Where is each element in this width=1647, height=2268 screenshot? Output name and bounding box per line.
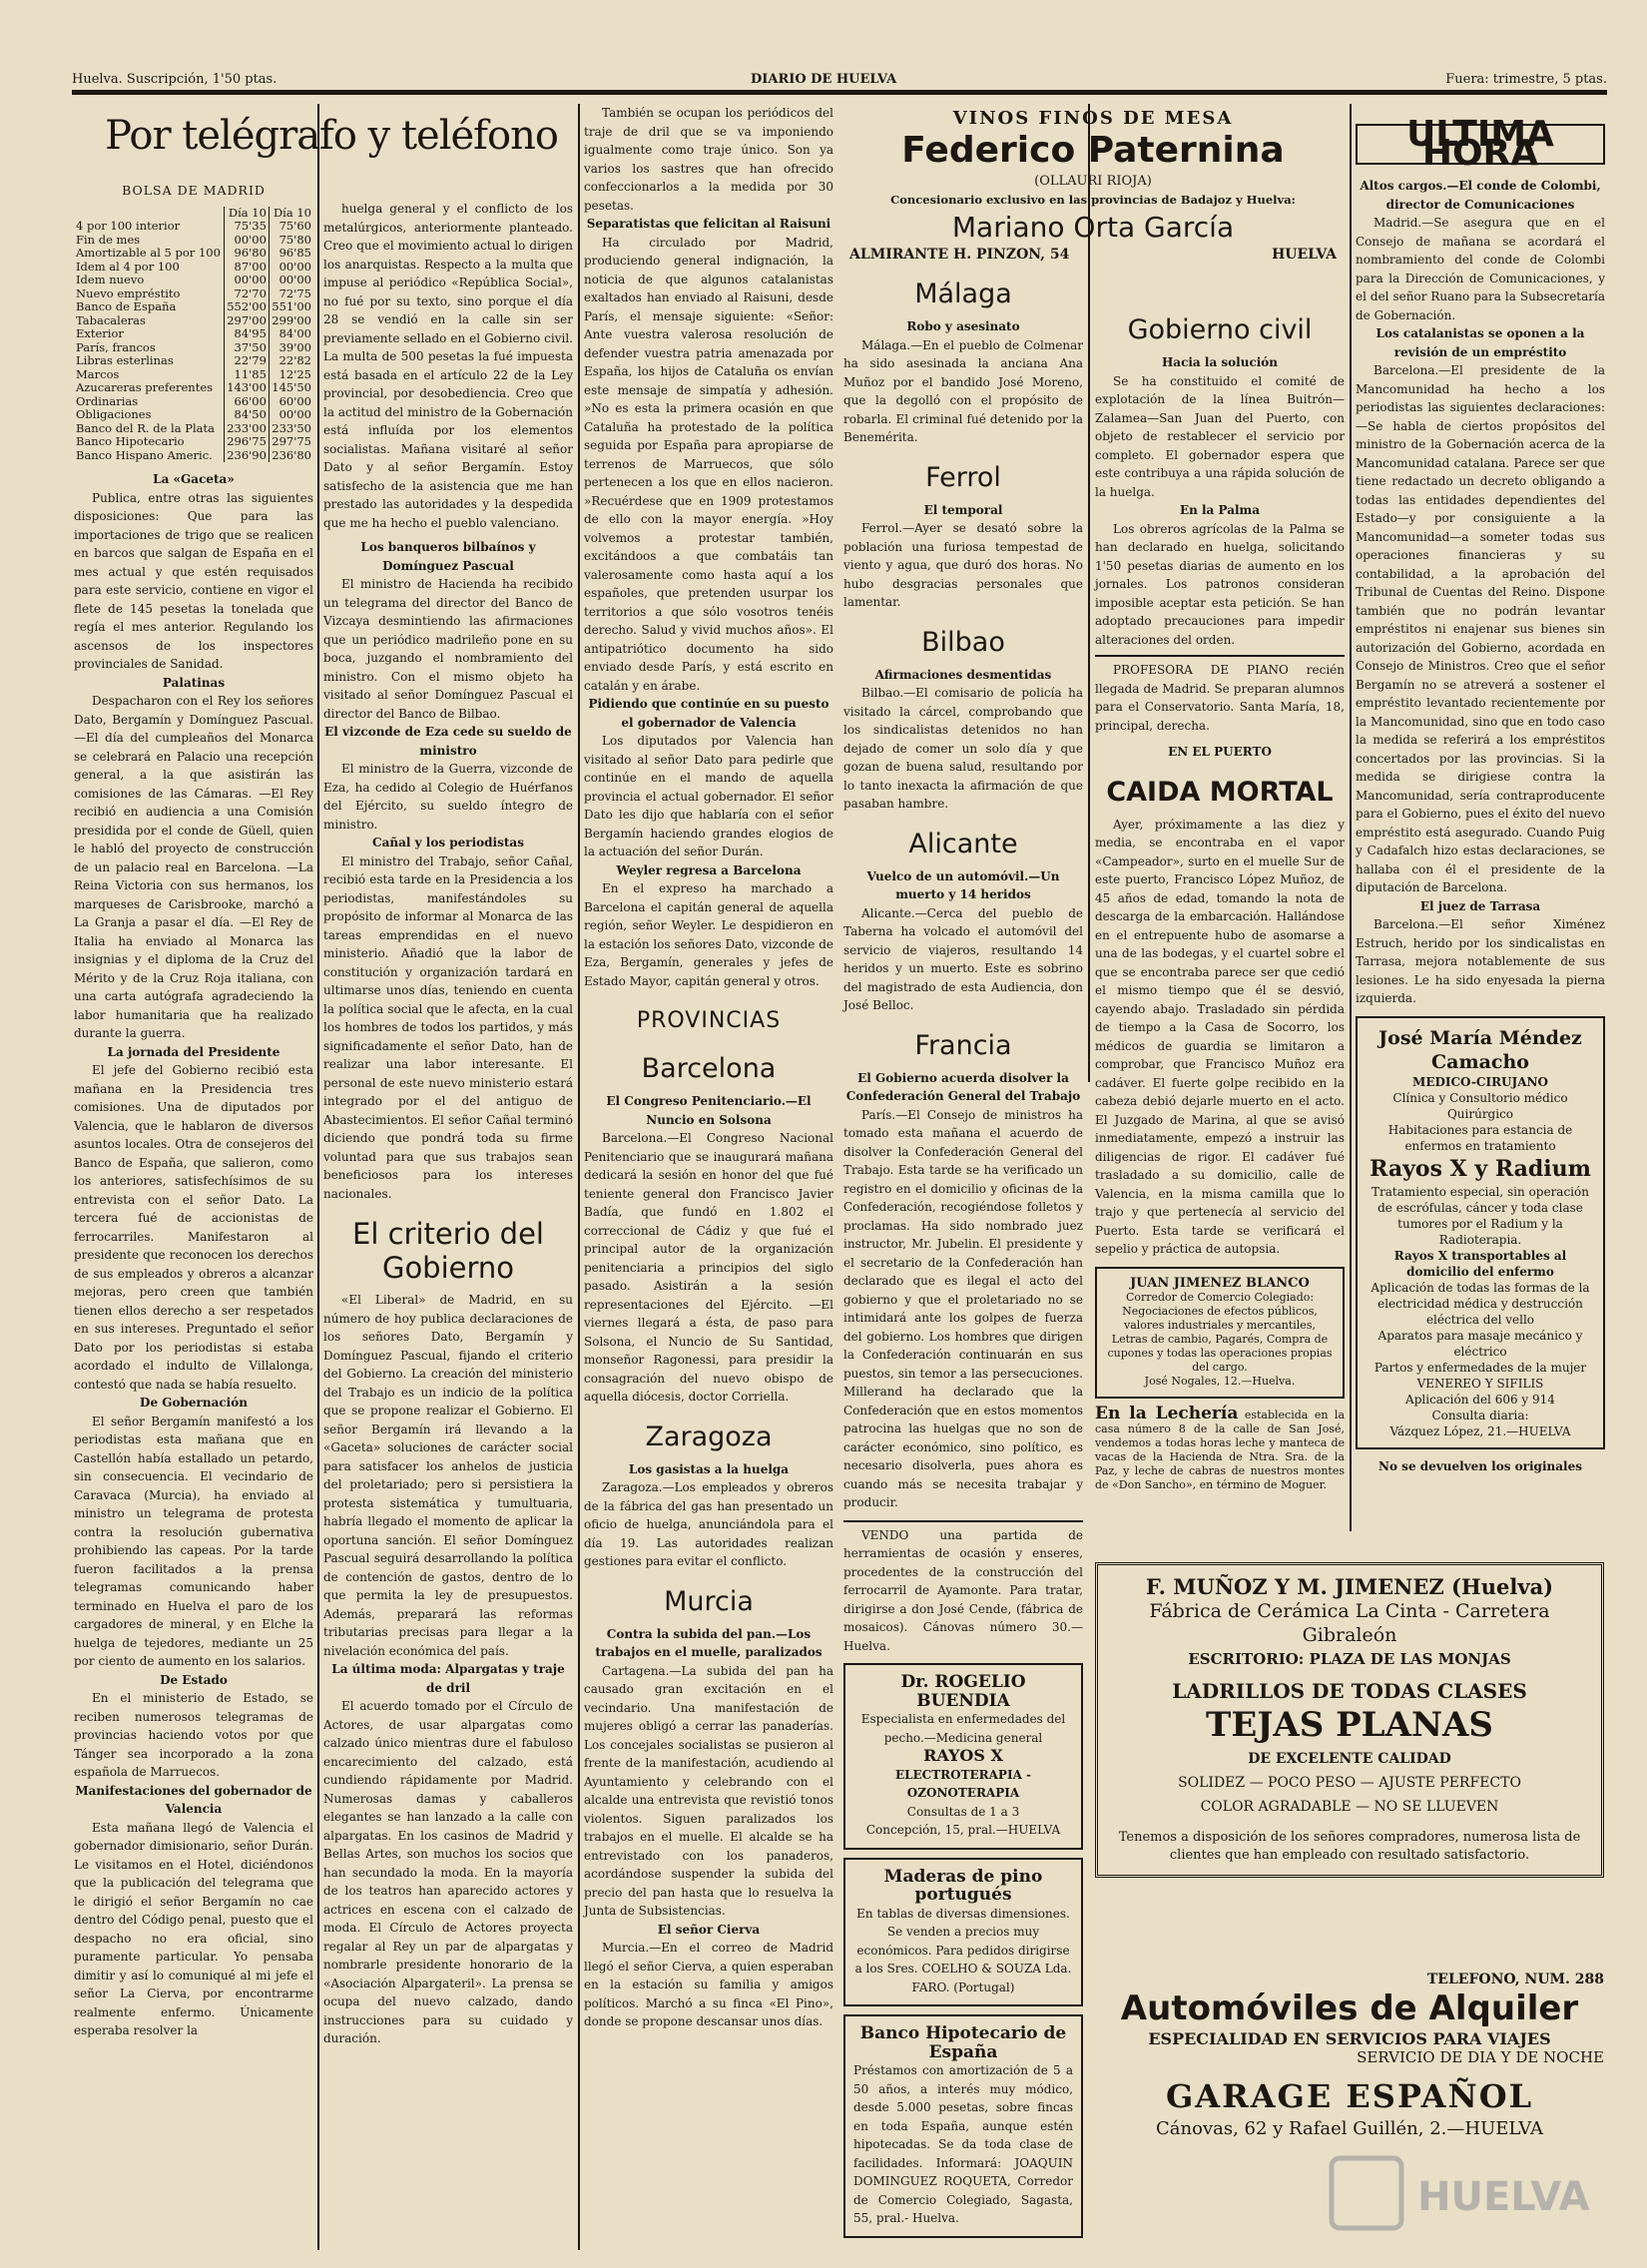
stock-row: Nuevo empréstito 72'70 72'75	[76, 285, 311, 300]
article-text: El acuerdo tomado por el Círculo de Actores, de usar alpargatas como calzado único mientras dure el fabuloso encarecimiento del calzado, está cundiendo rápidamente por Madrid. Numerosas damas y caballeros elegantes se han lanzado a la calle con alpargatas. En los casinos de Madrid y Bellas Artes, son muchos los socios que han secundado la moda. En la mayoría de los teatros han aparecido actores y actrices en escena con el calzado de moda. El Círculo de Actores proyecta regalar al Rey un par de alpargatas y nombrarle presidente honorario de la «Asociación Alpargateril». La prensa se ocupa del nuevo calzado, dando instrucciones para su cuidado y duración.	[323, 1699, 573, 2045]
stock-row: Tabacaleras 297'00 299'00	[76, 312, 311, 327]
column-divider	[317, 104, 319, 2250]
article-heading: Los gasistas a la huelga	[628, 1461, 790, 1476]
library-watermark-icon	[1328, 2148, 1590, 2238]
article-heading: Afirmaciones desmentidas	[874, 667, 1052, 682]
article-title: CAIDA MORTAL	[1106, 776, 1334, 808]
article-text: Madrid.—Se asegura que en el Consejo de mañana se acordará el nombramiento del conde de Colombi para la Dirección de Comunicaciones, y el del señor Ruano para la Subsecretaría de Gobernación.	[1356, 216, 1605, 322]
article-text: Málaga.—En el pueblo de Colmenar ha sido asesinada la anciana Ana Muñoz por el bandido José Moreno, que la degolló con el propósito de robarla. El criminal fué detenido por la Benemérita.	[843, 337, 1083, 444]
city-heading: Francia	[914, 1029, 1012, 1061]
article-heading: De Estado	[160, 1672, 228, 1687]
article-text: Cartagena.—La subida del pan ha causado gran excitación en el vecindario. Una manifestación de mujeres obligó a cerrar las panaderías. Los concejales socialistas se pusieron al frente de la manifestación, acudiendo al Ayuntamiento y celebrando con el alcalde una entrevista que revistió tonos violentos. Siguen paralizados los trabajos en el muelle. El alcalde se ha entrevistado con los panaderos, acordándose suspender la subida del precio del pan hasta que lo resuelva la Junta de Subsistencias.	[584, 1663, 833, 1918]
stock-row: Banco Hispano Americ. 236'90 236'80	[76, 447, 311, 462]
section-title: Gobierno civil	[1127, 314, 1313, 345]
article-heading: Cañal y los periodistas	[372, 836, 524, 850]
article-heading: El Congreso Penitenciario.—El Nuncio en Solsona	[606, 1094, 812, 1127]
article-heading: Weyler regresa a Barcelona	[616, 862, 802, 877]
column-3	[584, 104, 833, 2250]
article-heading: Separatistas que felicitan al Raisuni	[586, 217, 831, 231]
piano-teacher-ad: PROFESORA DE PIANO recién llegada de Madrid. Se preparan alumnos para el Conservatorio. Santa María, 18, principal, derecha.	[1095, 655, 1345, 735]
agent-name: Mariano Orta García	[951, 210, 1235, 244]
article-text: El jefe del Gobierno recibió esta mañana en la Presidencia tres comisiones. Una de diputados por Valencia, que le hablaron de diversos asuntos locales. Otra de consejeros del Banco de España, que salieron, como los anteriores, satisfechísimos de su entrevista con el señor Dato. La tercera fué de accionistas de ferrocarriles. Manifestaron al presidente que reconocen los derechos de sus empleados y obreros a alcanzar mejoras, pero creen que también tienen ellos derecho a ser respetados en sus intereses. Preguntado el señor Dato por los periodistas si estaba acordado el indulto de Villalonga, contestó que nada se había resuelto.	[74, 1063, 313, 1392]
stock-row: Idem al 4 por 100 87'00 00'00	[76, 259, 311, 274]
article-heading: Los banqueros bilbaínos y Domínguez Pascual	[360, 540, 536, 573]
stock-row: Libras esterlinas 22'79 22'82	[76, 353, 311, 367]
article-heading: Los catalanistas se oponen a la revisión de un empréstito	[1375, 326, 1585, 359]
city-heading: Zaragoza	[645, 1420, 773, 1452]
dairy-advertisement: En la Lechería establecida en la casa número 8 de la calle de San José, vendemos a todas horas leche y manteca de vacas de la Hacienda de Ntra. Sra. de la Paz, y leche de cabras de nuestros montes de «Don Sancho», en término de Moguer.	[1095, 1403, 1345, 1491]
article-heading: El señor Cierva	[657, 1922, 761, 1937]
stock-row: Exterior 84'95 84'00	[76, 326, 311, 340]
article-text: huelga general y el conflicto de los metalúrgicos, anteriormente planteado. Creo que el movimiento actual lo dirigen los anarquistas. Respecto a la multa que impuse al periódico «República Social», no fué por su texto, sino porque el día 28 se vendió en la calle sin ser previamente sellado en el Gobierno civil. La multa de 500 pesetas la fué impuesta está basada en el artículo 22 de la Ley provincial, por desobediencia. Creo que la actitud del ministro de la Gobernación está influída por los elementos socialistas. Mañana visitaré al señor Dato y al señor Bergamín. Estoy satisfecho de la asistencia que me han prestado las autoridades y la despedida que me ha hecho el pueblo valenciano.	[323, 202, 573, 530]
article-heading: La «Gaceta»	[153, 472, 235, 486]
article-text: Despacharon con el Rey los señores Dato, Bergamín y Domínguez Pascual. —El día del cumpleaños del Monarca se celebrará en Palacio una recepción general, a la que asistirán las comisiones de las Cámaras. —El Rey recibió en audiencia a una Comisión presidida por el conde de Güell, quien le habló del proyecto de construcción de un palacio real en Barcelona. —La Reina Victoria con sus hermanos, los marqueses de Carisbrooke, marchó a La Granja a pasar el día. —El Rey de Italia ha enviado al Monarca las insignias y el diploma de la Cruz del Mérito y de la Cruz Roja italiana, con una carta autógrafa agradeciendo la labor humanitaria que ha realizado durante la guerra.	[74, 694, 313, 1040]
stock-row: Marcos 11'85 12'25	[76, 366, 311, 381]
article-heading: Robo y asesinato	[906, 319, 1020, 333]
article-heading: EN EL PUERTO	[1168, 745, 1272, 759]
newspaper-name: DIARIO DE HUELVA	[751, 72, 897, 87]
stock-row: Azucareras preferentes 143'00 145'50	[76, 380, 311, 394]
city-heading: Murcia	[664, 1585, 754, 1617]
city-heading: Alicante	[908, 828, 1018, 859]
city-heading: Bilbao	[921, 626, 1005, 658]
library-watermark	[1328, 2148, 1590, 2238]
article-text: Los obreros agrícolas de la Palma se han declarado en huelga, solicitando 1'50 pesetas diarias de aumento en los jornales. Los patronos consideran imposible aceptar esta petición. Se han adoptado precauciones para impedir alteraciones del orden.	[1095, 521, 1345, 647]
article-text: Bilbao.—El comisario de policía ha visitado la cárcel, comprobando que los sindicalistas detenidos no han dejado de comer un solo día y que gozan de buena salud, resultando por lo tanto inexacta la afirmación de que pasaban hambre.	[843, 686, 1083, 811]
article-heading: El juez de Tarrasa	[1419, 898, 1541, 913]
bank-advertisement: Banco Hipotecario de España Préstamos con amortización de 5 a 50 años, a interés muy módico, desde 5.000 pesetas, sobre fincas en toda España, aunque estén hipotecadas. Se da toda clase de facilidades. Informará: JOAQUIN DOMINGUEZ ROQUETA, Corredor de Comercio Colegiado, Sagasta, 55, pral.- Huelva.	[843, 2014, 1083, 2238]
article-text: Publica, entre otras las siguientes disposiciones: Que para las importaciones de trigo que se realicen en barcos que salgan de España en el mes actual y que estén requisados para este servicio, contiene en vigor el flete de 145 pesetas la tonelada que regía el mes anterior. Regulando los ascensos de los inspectores provinciales de Sanidad.	[74, 490, 313, 671]
garage-advertisement: TELEFONO, NUM. 288 Automóviles de Alquiler ESPECIALIDAD EN SERVICIOS PARA VIAJES SERVICIO DE DIA Y DE NOCHE GARAGE ESPAÑOL Cánovas, 62 y Rafael Guillén, 2.—HUELVA	[1120, 1972, 1604, 2139]
article-heading: El temporal	[923, 502, 1003, 517]
editorial-note: No se devuelven los originales	[1378, 1458, 1582, 1473]
article-text: En el expreso ha marchado a Barcelona el capitán general de aquella región, señor Weyler. Le despidieron en la estación los señores Dato, vizconde de Eza, Bergamín, generales y jefes de Estado Mayor, capitán general y otros.	[584, 881, 833, 988]
article-heading: Altos cargos.—El conde de Colombi, director de Comunicaciones	[1360, 179, 1601, 212]
city-heading: Barcelona	[641, 1053, 777, 1084]
column-6	[1356, 104, 1605, 1521]
article-text: Barcelona.—El presidente de la Mancomunidad ha hecho a los periodistas las siguientes declaraciones: —Se habla de ciertos propósitos del ministro de la Gobernación acerca de la Mancomunidad catalana. Parece ser que tiene redactado un decreto obligando a todas las entidades dependientes del Estado—y por consiguiente a la Mancomunidad—a someter todas sus operaciones financieras y su contabilidad, a la aprobación del Tribunal de Cuentas del Reino. Dispone también que no podrán levantar empréstitos ni enajenar sus bienes sin autorización del Gobierno, acordada en Consejo de Ministros. Creo que el señor Bergamín no se atreverá a sostener el empréstito levantado recientemente por la Mancomunidad, sino que en todo caso la medida se referirá a los empréstitos concertados por las provincias. Si la medida se dirigiese contra la Mancomunidad, sería contraproducente para el Gobierno, pues el éxito del nuevo empréstito está asegurado. Cuando Puig y Cadafalch hizo estas declaraciones, se hallaba con él el presidente de la diputación de Barcelona.	[1356, 363, 1605, 894]
provinces-heading: PROVINCIAS	[636, 1008, 782, 1033]
article-text: El señor Bergamín manifestó a los periodistas esta mañana que en Castellón había estallado un petardo, sin consecuencia. El vecindario de Caravaca (Murcia), ha enviado al ministro un telegrama de protesta contra la resolución gubernativa prohibiendo las capeas. Por la tarde fueron facilitados a la prensa telegramas comunicando haber terminado en Huelva el paro de los cargadores de mineral, y en Elche la huelga de tejedores, mediante un 25 por ciento de aumento en los salarios.	[74, 1414, 313, 1668]
stock-row: 4 por 100 interior 75'35 75'60	[76, 219, 311, 233]
article-heading: De Gobernación	[140, 1396, 248, 1410]
article-text: El ministro del Trabajo, señor Cañal, recibió esta tarde en la Presidencia a los periodistas, manifestándoles su propósito de informar al Monarca de las tareas emprendidas en el nuevo ministerio. Añadió que la labor de constitución y organización tardará en ultimarse unos días, teniendo en cuenta la política social que le afecta, en la cual los hombres de todos los partidos, y más significadamente el señor Dato, han de realizar una labor interesante. El personal de este nuevo ministerio estará integrado por el del antiguo de Abastecimientos. El señor Cañal terminó diciendo que pondrá toda su firme voluntad para que sus trabajos sean beneficiosos para los intereses nacionales.	[323, 853, 573, 1201]
foreign-subscription: Fuera: trimestre, 5 ptas.	[1445, 72, 1607, 87]
timber-advertisement: Maderas de pino portugués En tablas de diversas dimensiones. Se venden a precios muy económicos. Para pedidos dirigirse a los Sres. COELHO & SOUZA Lda. FARO. (Portugal)	[843, 1858, 1083, 2007]
column-5	[1095, 299, 1345, 1497]
stock-row: París, francos 37'50 39'00	[76, 339, 311, 354]
article-text: El ministro de la Guerra, vizconde de Eza, ha cedido al Colegio de Huérfanos del Ejército, su sueldo íntegro de ministro.	[323, 762, 573, 832]
article-text: Zaragoza.—Los empleados y obreros de la fábrica del gas han presentado un oficio de huelga, anunciándola para el día 19. Las autoridades realizan gestiones para evitar el conflicto.	[584, 1480, 833, 1568]
article-heading: Pidiendo que continúe en su puesto el gobernador de Valencia	[588, 697, 829, 730]
stock-exchange-heading: BOLSA DE MADRID	[122, 183, 266, 198]
article-text: Esta mañana llegó de Valencia el gobernador dimisionario, señor Durán. Le visitamos en el Hotel, diciéndonos que la publicación del telegrama que le dirigió el señor Bergamín no cae dentro del Código penal, puesto que el despacho no era oficial, sino puramente particular. Yo pensaba dimitir y así lo comuniqué al mi jefe el señor La Cierva, por encontrarme realmente enfermo. Únicamente esperaba resolver la	[74, 1820, 313, 2037]
broker-advertisement: JUAN JIMENEZ BLANCO Corredor de Comercio Colegiado: Negociaciones de efectos públicos, valores industriales y mercantiles, Letras de cambio, Pagarés, Compra de cupones y todas las operaciones propias del cargo. José Nogales, 12.—Huelva.	[1095, 1267, 1345, 1399]
article-text: Alicante.—Cerca del pueblo de Taberna ha volcado el automóvil del servicio de viajeros, resultando 14 heridos y un muerto. Este es sobrino del magistrado de esta Audiencia, don José Belloc.	[843, 905, 1083, 1012]
article-heading: Vuelco de un automóvil.—Un muerto y 14 heridos	[866, 868, 1060, 901]
article-text: «El Liberal» de Madrid, en su número de hoy publica declaraciones de los señores Dato, Bergamín y Domínguez Pascual, fijando el criterio del Gobierno. La creación del ministerio del Trabajo es un indicio de la política que se propone realizar el Gobierno. El señor Bergamín irá llevando a la «Gaceta» soluciones de carácter social para satisfacer los anhelos de justicia del proletariado; pero si persistiera la protesta sistemática y tumultuaria, habría llegado el momento de aplicar la oportuna sanción. El señor Domínguez Pascual seguirá desarrollando la política de contención de gastos, dentro de lo que permita la ley de presupuestos. Además, preparará las reformas tributarias precisas para llegar a la nivelación económica del país.	[323, 1293, 573, 1658]
subscription-note: Huelva. Suscripción, 1'50 ptas.	[72, 72, 277, 87]
article-text: El ministro de Hacienda ha recibido un telegrama del director del Banco de Vizcaya desmintiendo las afirmaciones que un periódico madrileño pone en su boca, juzgando el nombramiento del ministro. Con el mismo objeto ha visitado al señor Domínguez Pascual el director del Banco de Bilbao.	[323, 577, 573, 721]
article-heading: Manifestaciones del gobernador de Valencia	[75, 1783, 312, 1816]
article-text: También se ocupan los periódicos del traje de dril que se va imponiendo igualmente como traje único. Son ya varios los sastres que han ofrecido confeccionarlos a la medida por 30 pesetas.	[584, 106, 833, 213]
classified-ad: VENDO una partida de herramientas de ocasión y enseres, procedentes de la construcción del ferrocarril de Ayamonte. Para tratar, dirigirse a don José Cende, (fábrica de mosaicos). Cánovas número 30.—Huelva.	[843, 1520, 1083, 1656]
stock-row: Banco del R. de la Plata 233'00 233'50	[76, 420, 311, 435]
stock-row: Banco de España 552'00 551'00	[76, 299, 311, 313]
column-divider	[1350, 104, 1352, 1531]
article-heading: En la Palma	[1179, 503, 1261, 517]
brand-name: Federico Paternina	[901, 129, 1285, 171]
article-heading: Contra la subida del pan.—Los trabajos en el muelle, paralizados	[595, 1626, 823, 1659]
wine-advertisement: VINOS FINOS DE MESA Federico Paternina (OLLAURI RIOJA) Concesionario exclusivo en las provincias de Badajoz y Huelva: Mariano Orta García ALMIRANTE H. PINZON, 54 HUELVA	[843, 110, 1343, 264]
stock-row: Idem nuevo 00'00 00'00	[76, 273, 311, 286]
article-text: Ayer, próximamente a las diez y media, se encontraba en el vapor «Campeador», surto en el muelle Sur de este puerto, Francisco López Muñoz, de 45 años de edad, tomando la nota de descarga de la embarcación. Hallándose en el entrepuente hubo de asomarse a una de las bodegas, y el cuartel sobre el que se encontraba parece ser que cedió el mismo tiempo que él se desvió, cayendo abajo. Trasladado sin pérdida de tiempo a la Casa de Socorro, los médicos de guardia se limitaron a comprobar, que Francisco Muñoz era cadáver. El fuerte golpe recibido en la cabeza debió dejarle muerto en el acto. El Juzgado de Marina, al que se avisó inmediatamente, empezó a instruir las diligencias de rigor. El cadáver fué trasladado a su domicilio, calle de Valencia, en la misma camilla que lo trajo y que pertenecía al servicio del Puerto. Esta tarde se verificará el sepelio y práctica de autopsia.	[1095, 817, 1345, 1256]
article-text: Se ha constituido el comité de explotación de la línea Buitrón—Zalamea—San Juan del Puerto, con objeto de restablecer el servicio por completo. El gobernador espera que este contribuya a una rápida solución de la huelga.	[1095, 373, 1345, 499]
article-heading: La jornada del Presidente	[107, 1044, 280, 1059]
article-text: Ha circulado por Madrid, produciendo general indignación, la noticia de que algunos catalanistas exaltados han enviado al Raisuni, desde París, el mensaje siguiente: «Señor: Ante vuestra valerosa resolución de defender vuestra patria amenazada por España, los hijos de Cataluña os envían este mensaje de simpatía y adhesión. »No es esta la primera ocasión en que Cataluña ha protestado de la política seguida por España para apropiarse de terrenos de Marruecos, que sólo pertenecen a los que en ellos nacieron. »Recuérdese que en 1909 protestamos de ello con la mayor energía. »Hoy volvemos a protestar también, excitándoos a que combatáis tan valerosamente como hasta aquí a los españoles, que pretenden usurpar los territorios a que sólo vosotros tenéis derecho. Salud y vivid muchos años». El antipatriótico documento ha sido enviado desde París, y está escrito en catalán y en árabe.	[584, 235, 833, 693]
ceramics-advertisement: F. MUÑOZ Y M. JIMENEZ (Huelva) Fábrica de Cerámica La Cinta - Carretera Gibraleón ESCRITORIO: PLAZA DE LAS MONJAS LADRILLOS DE TODAS CLASES TEJAS PLANAS DE EXCELENTE CALIDAD SOLIDEZ — POCO PESO — AJUSTE PERFECTO COLOR AGRADABLE — NO SE LLUEVEN Tenemos a disposición de los señores compradores, numerosa lista de clientes que han empleado con resultado satisfactorio.	[1095, 1562, 1604, 1878]
article-heading: El vizconde de Eza cede su sueldo de ministro	[324, 725, 572, 758]
section-title: El criterio del Gobierno	[352, 1217, 544, 1285]
city-heading: Ferrol	[925, 461, 1001, 493]
column-divider	[578, 104, 580, 2250]
city-heading: Málaga	[914, 279, 1012, 309]
stock-table: Día 10 Día 10 4 por 100 interior 75'35 75'60 Fin de mes 00'00 75'80 Amortizable al 5 por 100 96'80 96'85 Idem al 4 por 100 87'00 00'00 Idem nuevo 00'00 00'00 Nuevo empréstito 72'70 72'75 Banco de España 552'00 551'00 Tabacaleras 297'00 299'00 Exterior 84'95 84'00 París, francos 37'50 39'00 Libras esterlinas 22'79 22'82 Marcos 11'85 12'25 Azucareras preferentes 143'00 145'50 Ordinarias 66'00 60'00 Obligaciones 84'50 00'00 Banco del R. de la Plata 233'00 233'50 Banco Hipotecario 296'75 297'75 Banco Hispano Americ. 236'90 236'80	[76, 205, 311, 462]
article-text: Barcelona.—El señor Ximénez Estruch, herido por los sindicalistas en Tarrasa, mejora notablemente de sus lesiones. Le ha sido enyesada la pierna izquierda.	[1356, 917, 1605, 1005]
clinic-advertisement: José María Méndez Camacho MEDICO-CIRUJANO Clínica y Consultorio médico Quirúrgico Habitaciones para estancia de enfermos en tratamiento Rayos X y Radium Tratamiento especial, sin operación de escrófulas, cáncer y toda clase tumores por el Radium y la Radioterapia. Rayos X transportables al domicilio del enfermo Aplicación de todas las formas de la electricidad médica y destrucción eléctrica del vello Aparatos para masaje mecánico y eléctrico Partos y enfermedades de la mujer VENEREO Y SIFILIS Aplicación del 606 y 914 Consulta diaria: Vázquez López, 21.—HUELVA	[1356, 1016, 1605, 1449]
section-title: Por telégrafo y teléfono	[105, 113, 558, 159]
article-text: En el ministerio de Estado, se reciben numerosos telegramas de provincias haciendo votos por que Tánger sea incorporado a la zona española de Marruecos.	[74, 1691, 313, 1779]
stock-row: Banco Hipotecario 296'75 297'75	[76, 434, 311, 448]
doctor-advertisement: Dr. ROGELIO BUENDIA Especialista en enfermedades del pecho.—Medicina general RAYOS X ELECTROTERAPIA - OZONOTERAPIA Consultas de 1 a 3 Concepción, 15, pral.—HUELVA	[843, 1663, 1083, 1850]
svg-text:HUELVA: HUELVA	[1417, 2174, 1590, 2220]
stock-row: Fin de mes 00'00 75'80	[76, 232, 311, 247]
last-hour-heading: ULTIMA HORA	[1356, 124, 1605, 165]
article-heading: El Gobierno acuerda disolver la Confederación General del Trabajo	[845, 1070, 1081, 1103]
article-text: Los diputados por Valencia han visitado al señor Dato para pedirle que continúe en el mando de aquella provincia el actual gobernador. El señor Dato les dijo que hablaría con el señor Bergamín haciendo grandes elogios de la actuación del señor Durán.	[584, 734, 833, 858]
article-text: Ferrol.—Ayer se desató sobre la población una furiosa tempestad de viento y agua, que duró dos horas. No hubo desgracias personales que lamentar.	[843, 521, 1083, 609]
stock-row: Obligaciones 84'50 00'00	[76, 407, 311, 421]
stock-row: Amortizable al 5 por 100 96'80 96'85	[76, 246, 311, 260]
article-text: Barcelona.—El Congreso Nacional Penitenciario que se inaugurará mañana dedicará la sesión en honor del que fué teniente general don Francisco Javier Badía, que fundó en 1.802 el correccional de Cádiz y que fué el principal autor de la organización penitenciaria a principios del siglo pasado. Asistirán a la sesión representaciones del Ejército. —El viernes llegará a ésta, de paso para Solsona, el Nuncio de Su Santidad, monseñor Ragonessi, para presidir la consagración del nuevo obispo de aquella diócesis, doctor Corriella.	[584, 1131, 833, 1404]
article-text: París.—El Consejo de ministros ha tomado esta mañana el acuerdo de disolver la Confederación General del Trabajo. Esta tarde se ha verificado un registro en el domicilio y oficinas de la Confederación, recogiéndose folletos y proclamas. Ha sido nombrado juez instructor, Mr. Jubelin. El presidente y el secretario de la Confederación han declarado que es ilegal el acto del gobierno y que el proletariado no se intimidará ante los golpes de fuerza del gobierno. Los hombres que dirigen la Confederación continuarán en sus puestos, sin temor a las persecuciones. Millerand ha declarado que la Confederación que en estos momentos patrocina las huelgas que no son de carácter económico, sino político, es necesario disolverla, pues ahora es cuando más se necesita trabajar y producir.	[843, 1107, 1083, 1509]
stock-row: Ordinarias 66'00 60'00	[76, 393, 311, 408]
article-heading: Palatinas	[162, 675, 226, 690]
article-heading: La última moda: Alpargatas y traje de dril	[331, 1662, 565, 1695]
article-heading: Hacia la solución	[1161, 355, 1279, 369]
column-2	[323, 200, 573, 2250]
masthead	[72, 72, 1607, 95]
article-text: Murcia.—En el correo de Madrid llegó el señor Cierva, a quien esperaban en la estación su familia y amigos políticos. Marchó a su finca «El Pino», donde se propone descansar unos días.	[584, 1941, 833, 2028]
